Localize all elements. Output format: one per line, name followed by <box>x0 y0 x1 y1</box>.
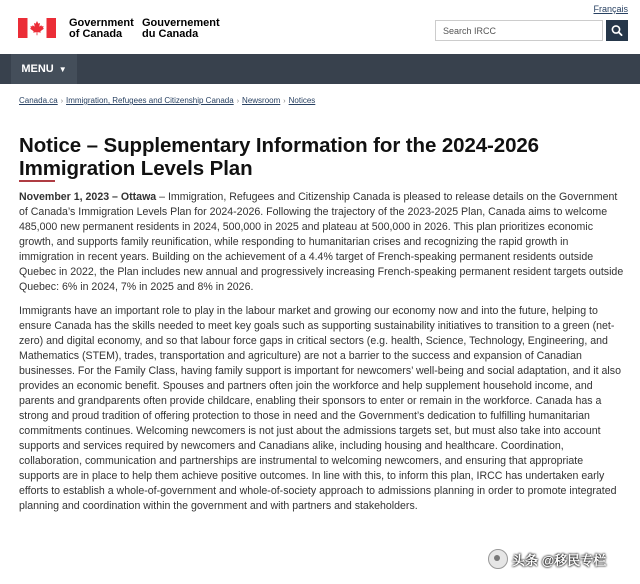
breadcrumb-link-ircc[interactable]: Immigration, Refugees and Citizenship Canada <box>66 96 234 105</box>
title-underline-divider <box>19 180 55 182</box>
search-icon <box>606 20 628 41</box>
breadcrumb-separator-icon: › <box>60 98 64 105</box>
signature-fr-line2: du Canada <box>142 28 199 40</box>
breadcrumb-separator-icon: › <box>236 98 240 105</box>
signature-fr-line1: Gouvernement <box>142 17 220 29</box>
breadcrumb <box>19 96 315 105</box>
government-of-canada-signature-fr[interactable] <box>142 18 220 40</box>
breadcrumb-link-notices[interactable]: Notices <box>288 96 316 105</box>
language-toggle-link[interactable]: Français <box>593 4 628 14</box>
breadcrumb-separator-icon: › <box>283 98 286 105</box>
paragraph-1-text: – Immigration, Refugees and Citizenship Canada is pleased to release details on the Government of Canada’s Immigration Levels Plan for 2024-2026. Following the trajectory of the 2023-2025 Plan, Canada aims to welcome 485,000 new permanent residents in 2024, 500,000 in 2025 and plateau at 500,000 in 2026. This plan prioritizes economic growth, and supports family reunification, while responding to humanitarian crises and recognizing the rapid growth in immigration in recent years. Building on the achievement of a 4.4% target of French-speaking permanent residents outside Quebec in 2022, the Plan includes new annual and progressively increasing French-speaking permanent resident targets outside Quebec: 6% in 2024, 7% in 2025 and 8% in 2026. <box>19 191 624 293</box>
watermark-text: 头条 @移民专栏 <box>512 552 607 568</box>
menu-label: MENU <box>21 63 54 75</box>
article-paragraph-1 <box>19 190 625 295</box>
search-button[interactable] <box>606 20 628 41</box>
government-of-canada-signature-en[interactable] <box>69 18 134 40</box>
search-input[interactable] <box>435 20 603 41</box>
signature-en-line1: Government <box>69 17 134 29</box>
main-menu-bar <box>0 54 640 84</box>
canada-flag-icon <box>18 18 56 38</box>
watermark-logo-icon <box>488 549 508 569</box>
chevron-down-icon: ▼ <box>58 64 67 74</box>
watermark <box>488 549 606 569</box>
breadcrumb-link-canada[interactable]: Canada.ca <box>19 96 58 105</box>
signature-en-line2: of Canada <box>69 28 123 40</box>
breadcrumb-link-newsroom[interactable]: Newsroom <box>242 96 281 105</box>
page-title: Notice – Supplementary Information for the 2024-2026 Immigration Levels Plan <box>19 134 539 180</box>
article-body <box>19 190 625 523</box>
menu-button[interactable] <box>11 54 77 84</box>
article-paragraph-2: Immigrants have an important role to play in the labour market and growing our economy now and into the future, helping to ensure Canada has the skills needed to meet key goals such as supporting sustainability initiatives to transition to a green (net-zero) and digital economy, and so that labour force gaps in critical sectors (e.g. health, Science, Technology, Engineering, and Mathematics (STEM), trades, transportation and agriculture) are not a barrier to the success and expansion of Canadian businesses. For the Family Class, having family support is important for newcomers’ well-being and social adaptation, and it also provides an economic benefit. Spouses and partners often join the workforce and help supplement household income, and parents and grandparents often provide childcare, enabling their sponsors to enter or remain in the workforce. Canada has a strong and proud tradition of offering protection to those in need and the Government’s dedication to fulfilling humanitarian commitments continues. Welcoming newcomers is not just about the admissions targets set, but must also take into account supports and services required by newcomers and Canadians alike, including housing and healthcare. Coordination, collaboration, communication and partnerships are instrumental to welcoming newcomers, and ensuring that appropriate supports are in place to help them achieve positive outcomes. In line with this, to inform this plan, IRCC has undertaken early efforts to establish a whole-of-government and whole-of-society approach to admissions planning in order to promote integrated planning and coordination within the government and with partners and stakeholders. <box>19 305 621 512</box>
dateline: November 1, 2023 – Ottawa <box>19 191 157 203</box>
site-header <box>18 16 628 46</box>
